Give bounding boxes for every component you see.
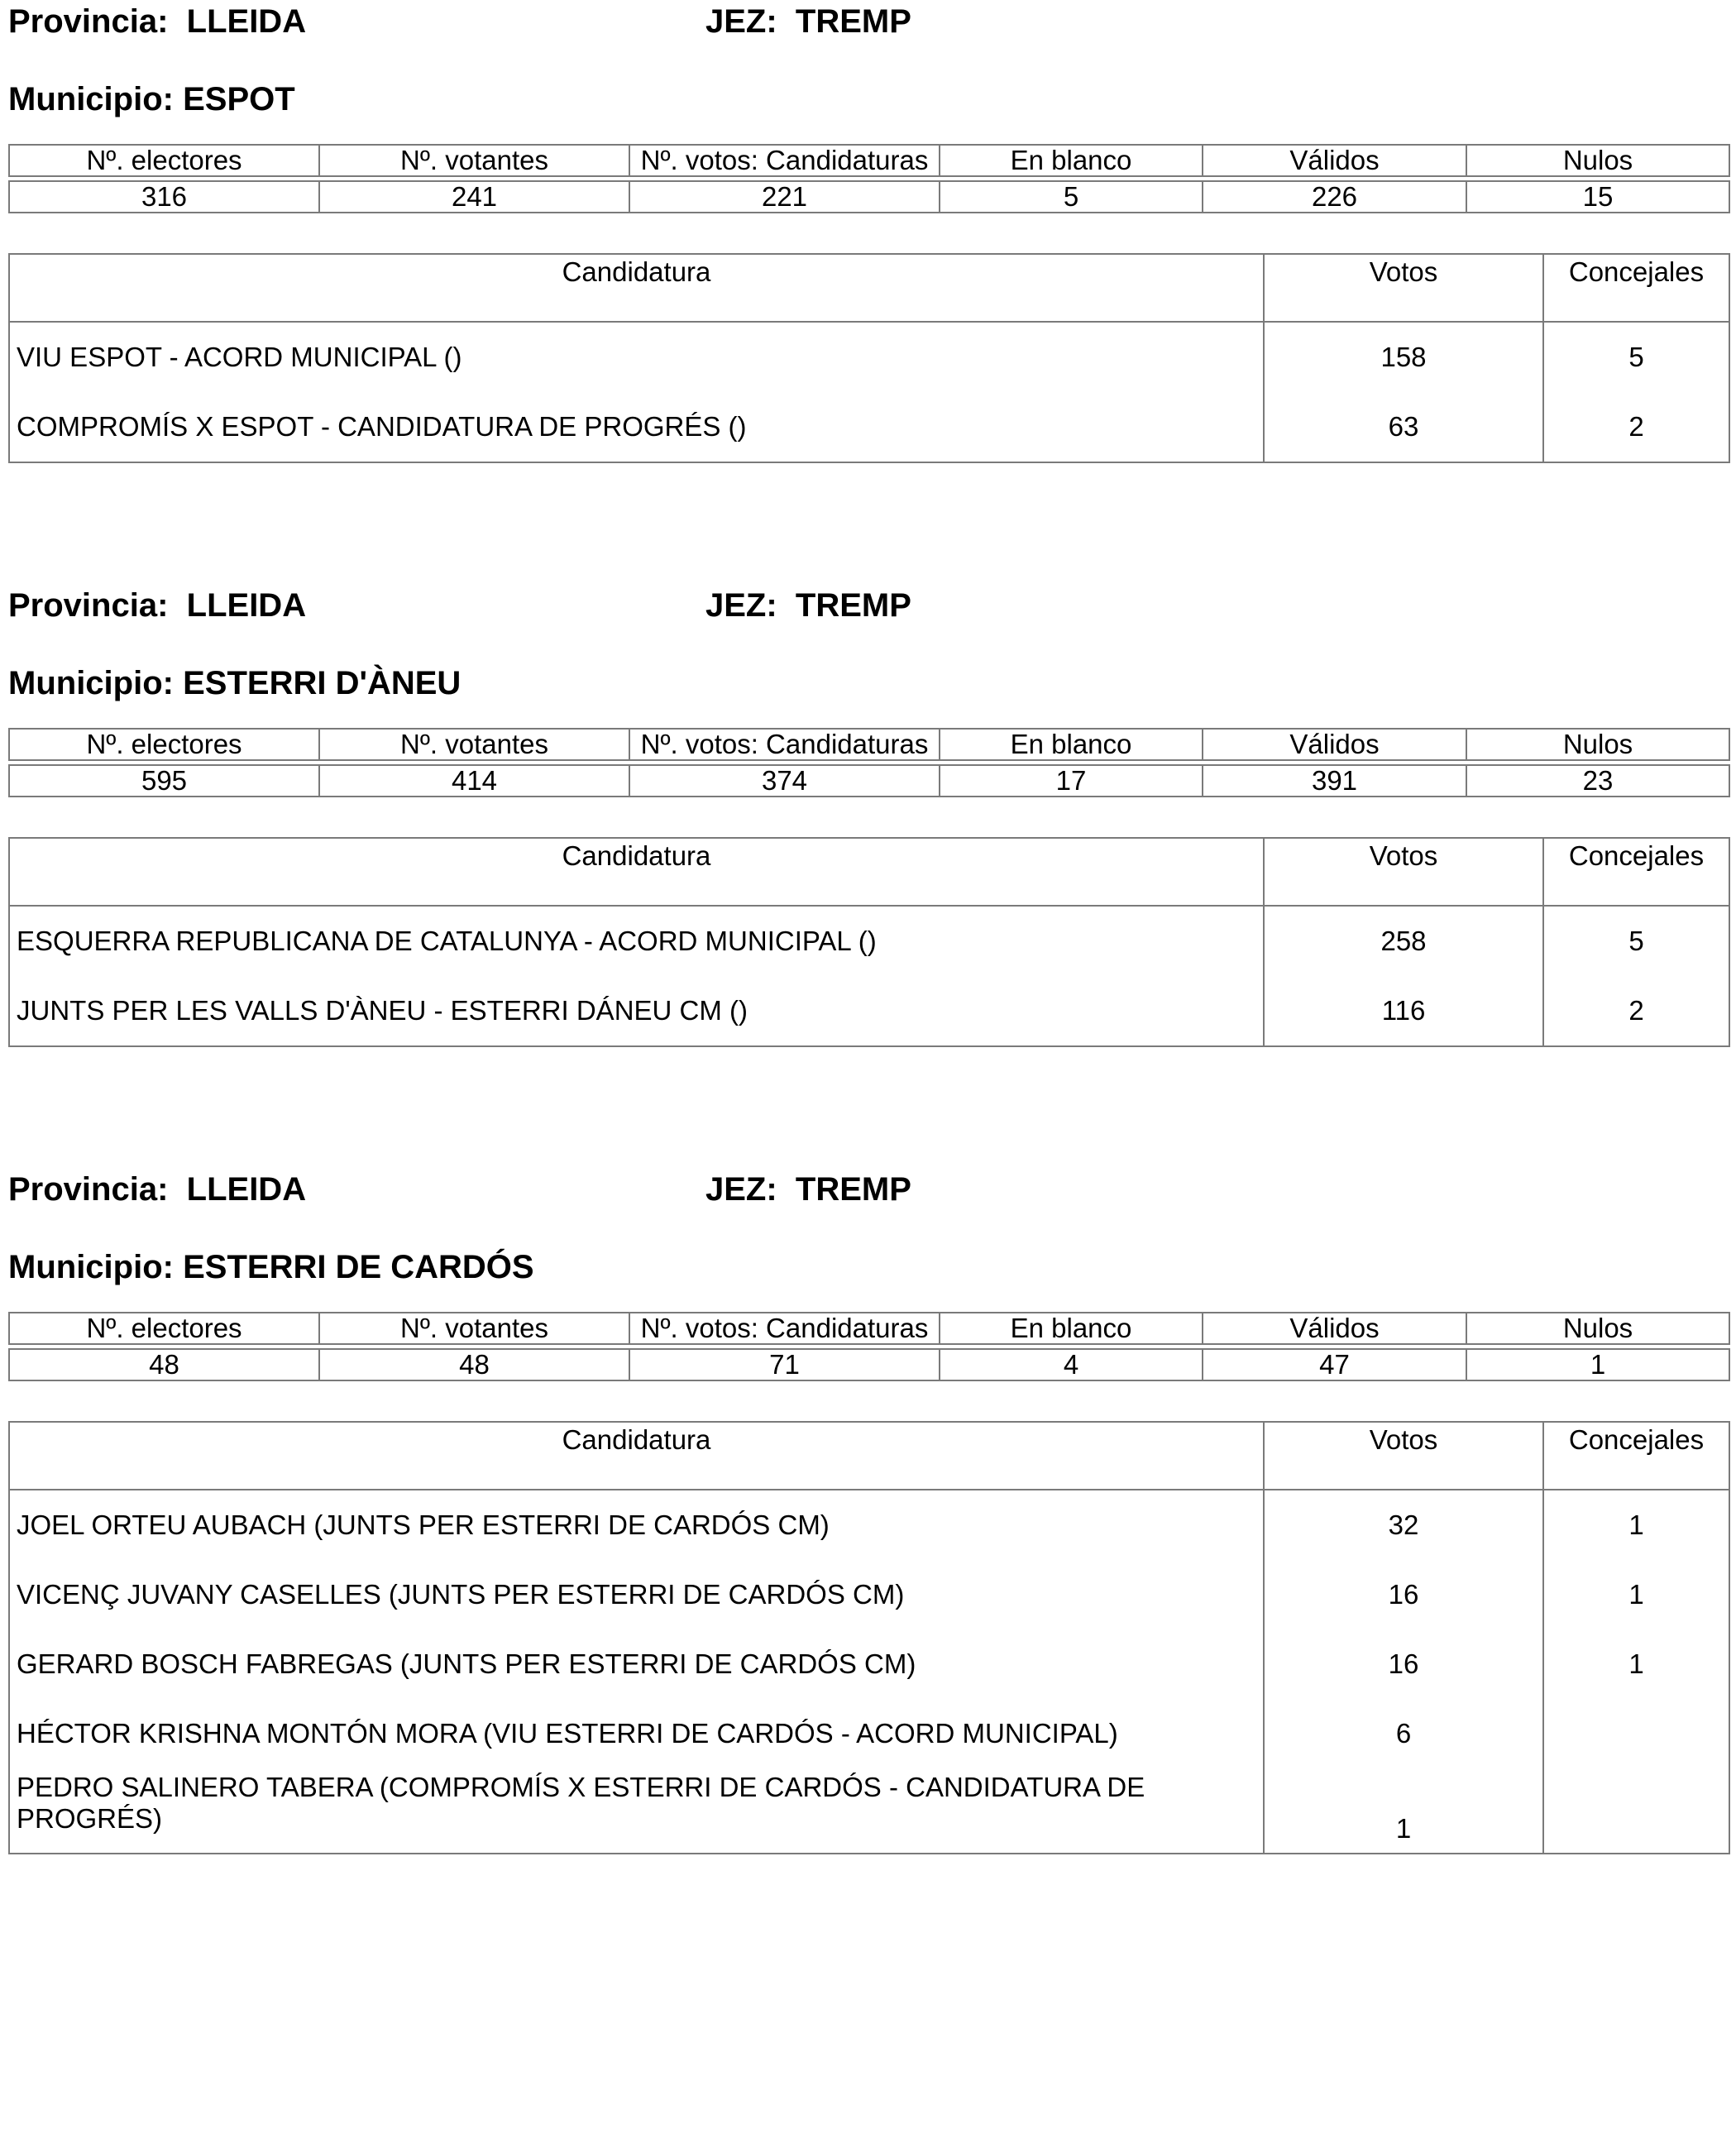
header-nulos: Nulos [1466, 729, 1729, 760]
header-votantes: Nº. votantes [319, 729, 629, 760]
jez-value: TREMP [795, 3, 911, 40]
value-votantes: 48 [319, 1349, 629, 1380]
candidates-table [8, 1421, 1730, 1854]
candidate-votos: 158 [1264, 322, 1543, 392]
header-electores: Nº. electores [9, 729, 319, 760]
header-en-blanco: En blanco [940, 1313, 1203, 1344]
candidate-votos: 6 [1264, 1699, 1543, 1768]
candidate-row [9, 906, 1729, 976]
candidate-name: GERARD BOSCH FABREGAS (JUNTS PER ESTERRI DE CARDÓS CM) [9, 1629, 1264, 1699]
candidate-votos: 116 [1264, 976, 1543, 1046]
value-votos-candidaturas: 71 [629, 1349, 940, 1380]
jez-heading: JEZ: TREMP [705, 587, 911, 624]
candidate-votos: 16 [1264, 1629, 1543, 1699]
vote-summary-table [8, 1312, 1730, 1381]
provincia-heading: Provincia: LLEIDA [8, 1171, 307, 1208]
candidate-name: JUNTS PER LES VALLS D'ÀNEU - ESTERRI DÁNEU CM () [9, 976, 1264, 1046]
value-en-blanco: 17 [940, 765, 1203, 797]
vote-summary-table [8, 728, 1730, 797]
candidate-votos: 32 [1264, 1490, 1543, 1560]
header-concejales: Concejales [1543, 1422, 1729, 1490]
value-nulos: 23 [1466, 765, 1729, 797]
candidate-row [9, 1629, 1729, 1699]
header-concejales: Concejales [1543, 838, 1729, 906]
candidate-votos: 1 [1264, 1768, 1543, 1854]
candidates-table [8, 253, 1730, 463]
candidate-row [9, 1560, 1729, 1629]
candidates-header-row [9, 838, 1729, 906]
candidate-concejales: 2 [1543, 392, 1729, 462]
municipality-section [8, 586, 1729, 1082]
municipio-value: ESTERRI DE CARDÓS [183, 1249, 534, 1285]
summary-header-row [9, 729, 1729, 760]
header-candidatura: Candidatura [9, 838, 1264, 906]
value-en-blanco: 4 [940, 1349, 1203, 1380]
municipality-section [8, 2, 1729, 498]
provincia-heading: Provincia: LLEIDA [8, 3, 307, 40]
candidate-row [9, 1699, 1729, 1768]
candidate-name: HÉCTOR KRISHNA MONTÓN MORA (VIU ESTERRI DE CARDÓS - ACORD MUNICIPAL) [9, 1699, 1264, 1768]
value-electores: 316 [9, 181, 319, 213]
candidate-name: VIU ESPOT - ACORD MUNICIPAL () [9, 322, 1264, 392]
value-electores: 48 [9, 1349, 319, 1380]
summary-header-row [9, 1313, 1729, 1344]
header-votantes: Nº. votantes [319, 1313, 629, 1344]
candidate-concejales [1543, 1768, 1729, 1854]
candidates-header-row [9, 254, 1729, 322]
value-nulos: 15 [1466, 181, 1729, 213]
value-votantes: 414 [319, 765, 629, 797]
candidate-name: VICENÇ JUVANY CASELLES (JUNTS PER ESTERRI DE CARDÓS CM) [9, 1560, 1264, 1629]
candidate-row [9, 976, 1729, 1046]
header-votos-candidaturas: Nº. votos: Candidaturas [629, 145, 940, 176]
provincia-value: LLEIDA [186, 587, 307, 624]
candidate-row [9, 392, 1729, 462]
municipio-value: ESTERRI D'ÀNEU [183, 665, 461, 701]
candidate-name: ESQUERRA REPUBLICANA DE CATALUNYA - ACORD MUNICIPAL () [9, 906, 1264, 976]
candidate-concejales: 1 [1543, 1629, 1729, 1699]
candidate-concejales: 1 [1543, 1560, 1729, 1629]
header-votos-candidaturas: Nº. votos: Candidaturas [629, 729, 940, 760]
candidate-concejales: 5 [1543, 906, 1729, 976]
vote-summary-table [8, 144, 1730, 213]
header-en-blanco: En blanco [940, 145, 1203, 176]
value-votos-candidaturas: 374 [629, 765, 940, 797]
candidate-name: PEDRO SALINERO TABERA (COMPROMÍS X ESTERRI DE CARDÓS - CANDIDATURA DE PROGRÉS) [9, 1768, 1264, 1854]
provincia-value: LLEIDA [186, 3, 307, 40]
candidate-row [9, 322, 1729, 392]
summary-value-row [9, 1349, 1729, 1380]
summary-value-row [9, 765, 1729, 797]
header-votos: Votos [1264, 838, 1543, 906]
municipio-heading: Municipio: ESTERRI D'ÀNEU [8, 665, 461, 701]
candidate-name: COMPROMÍS X ESPOT - CANDIDATURA DE PROGRÉS () [9, 392, 1264, 462]
provincia-value: LLEIDA [186, 1171, 307, 1208]
provincia-heading: Provincia: LLEIDA [8, 587, 307, 624]
candidate-name: JOEL ORTEU AUBACH (JUNTS PER ESTERRI DE CARDÓS CM) [9, 1490, 1264, 1560]
candidate-concejales [1543, 1699, 1729, 1768]
value-en-blanco: 5 [940, 181, 1203, 213]
header-validos: Válidos [1203, 1313, 1466, 1344]
candidate-row [9, 1768, 1729, 1854]
header-electores: Nº. electores [9, 145, 319, 176]
value-votos-candidaturas: 221 [629, 181, 940, 213]
value-nulos: 1 [1466, 1349, 1729, 1380]
candidate-concejales: 2 [1543, 976, 1729, 1046]
candidate-votos: 63 [1264, 392, 1543, 462]
value-votantes: 241 [319, 181, 629, 213]
header-votantes: Nº. votantes [319, 145, 629, 176]
municipio-heading: Municipio: ESTERRI DE CARDÓS [8, 1249, 534, 1285]
header-candidatura: Candidatura [9, 1422, 1264, 1490]
header-concejales: Concejales [1543, 254, 1729, 322]
municipio-heading: Municipio: ESPOT [8, 81, 295, 117]
candidate-concejales: 1 [1543, 1490, 1729, 1560]
value-validos: 391 [1203, 765, 1466, 797]
municipality-section [8, 1170, 1729, 1881]
candidates-header-row [9, 1422, 1729, 1490]
header-nulos: Nulos [1466, 145, 1729, 176]
header-votos: Votos [1264, 1422, 1543, 1490]
value-validos: 47 [1203, 1349, 1466, 1380]
header-candidatura: Candidatura [9, 254, 1264, 322]
municipio-value: ESPOT [183, 81, 295, 117]
jez-value: TREMP [795, 1171, 911, 1208]
candidate-concejales: 5 [1543, 322, 1729, 392]
header-validos: Válidos [1203, 729, 1466, 760]
candidate-row [9, 1490, 1729, 1560]
candidate-votos: 16 [1264, 1560, 1543, 1629]
value-electores: 595 [9, 765, 319, 797]
candidates-table [8, 837, 1730, 1047]
header-votos: Votos [1264, 254, 1543, 322]
value-validos: 226 [1203, 181, 1466, 213]
header-nulos: Nulos [1466, 1313, 1729, 1344]
header-electores: Nº. electores [9, 1313, 319, 1344]
header-en-blanco: En blanco [940, 729, 1203, 760]
jez-value: TREMP [795, 587, 911, 624]
jez-heading: JEZ: TREMP [705, 1171, 911, 1208]
candidate-votos: 258 [1264, 906, 1543, 976]
jez-heading: JEZ: TREMP [705, 3, 911, 40]
summary-header-row [9, 145, 1729, 176]
summary-value-row [9, 181, 1729, 213]
header-validos: Válidos [1203, 145, 1466, 176]
header-votos-candidaturas: Nº. votos: Candidaturas [629, 1313, 940, 1344]
